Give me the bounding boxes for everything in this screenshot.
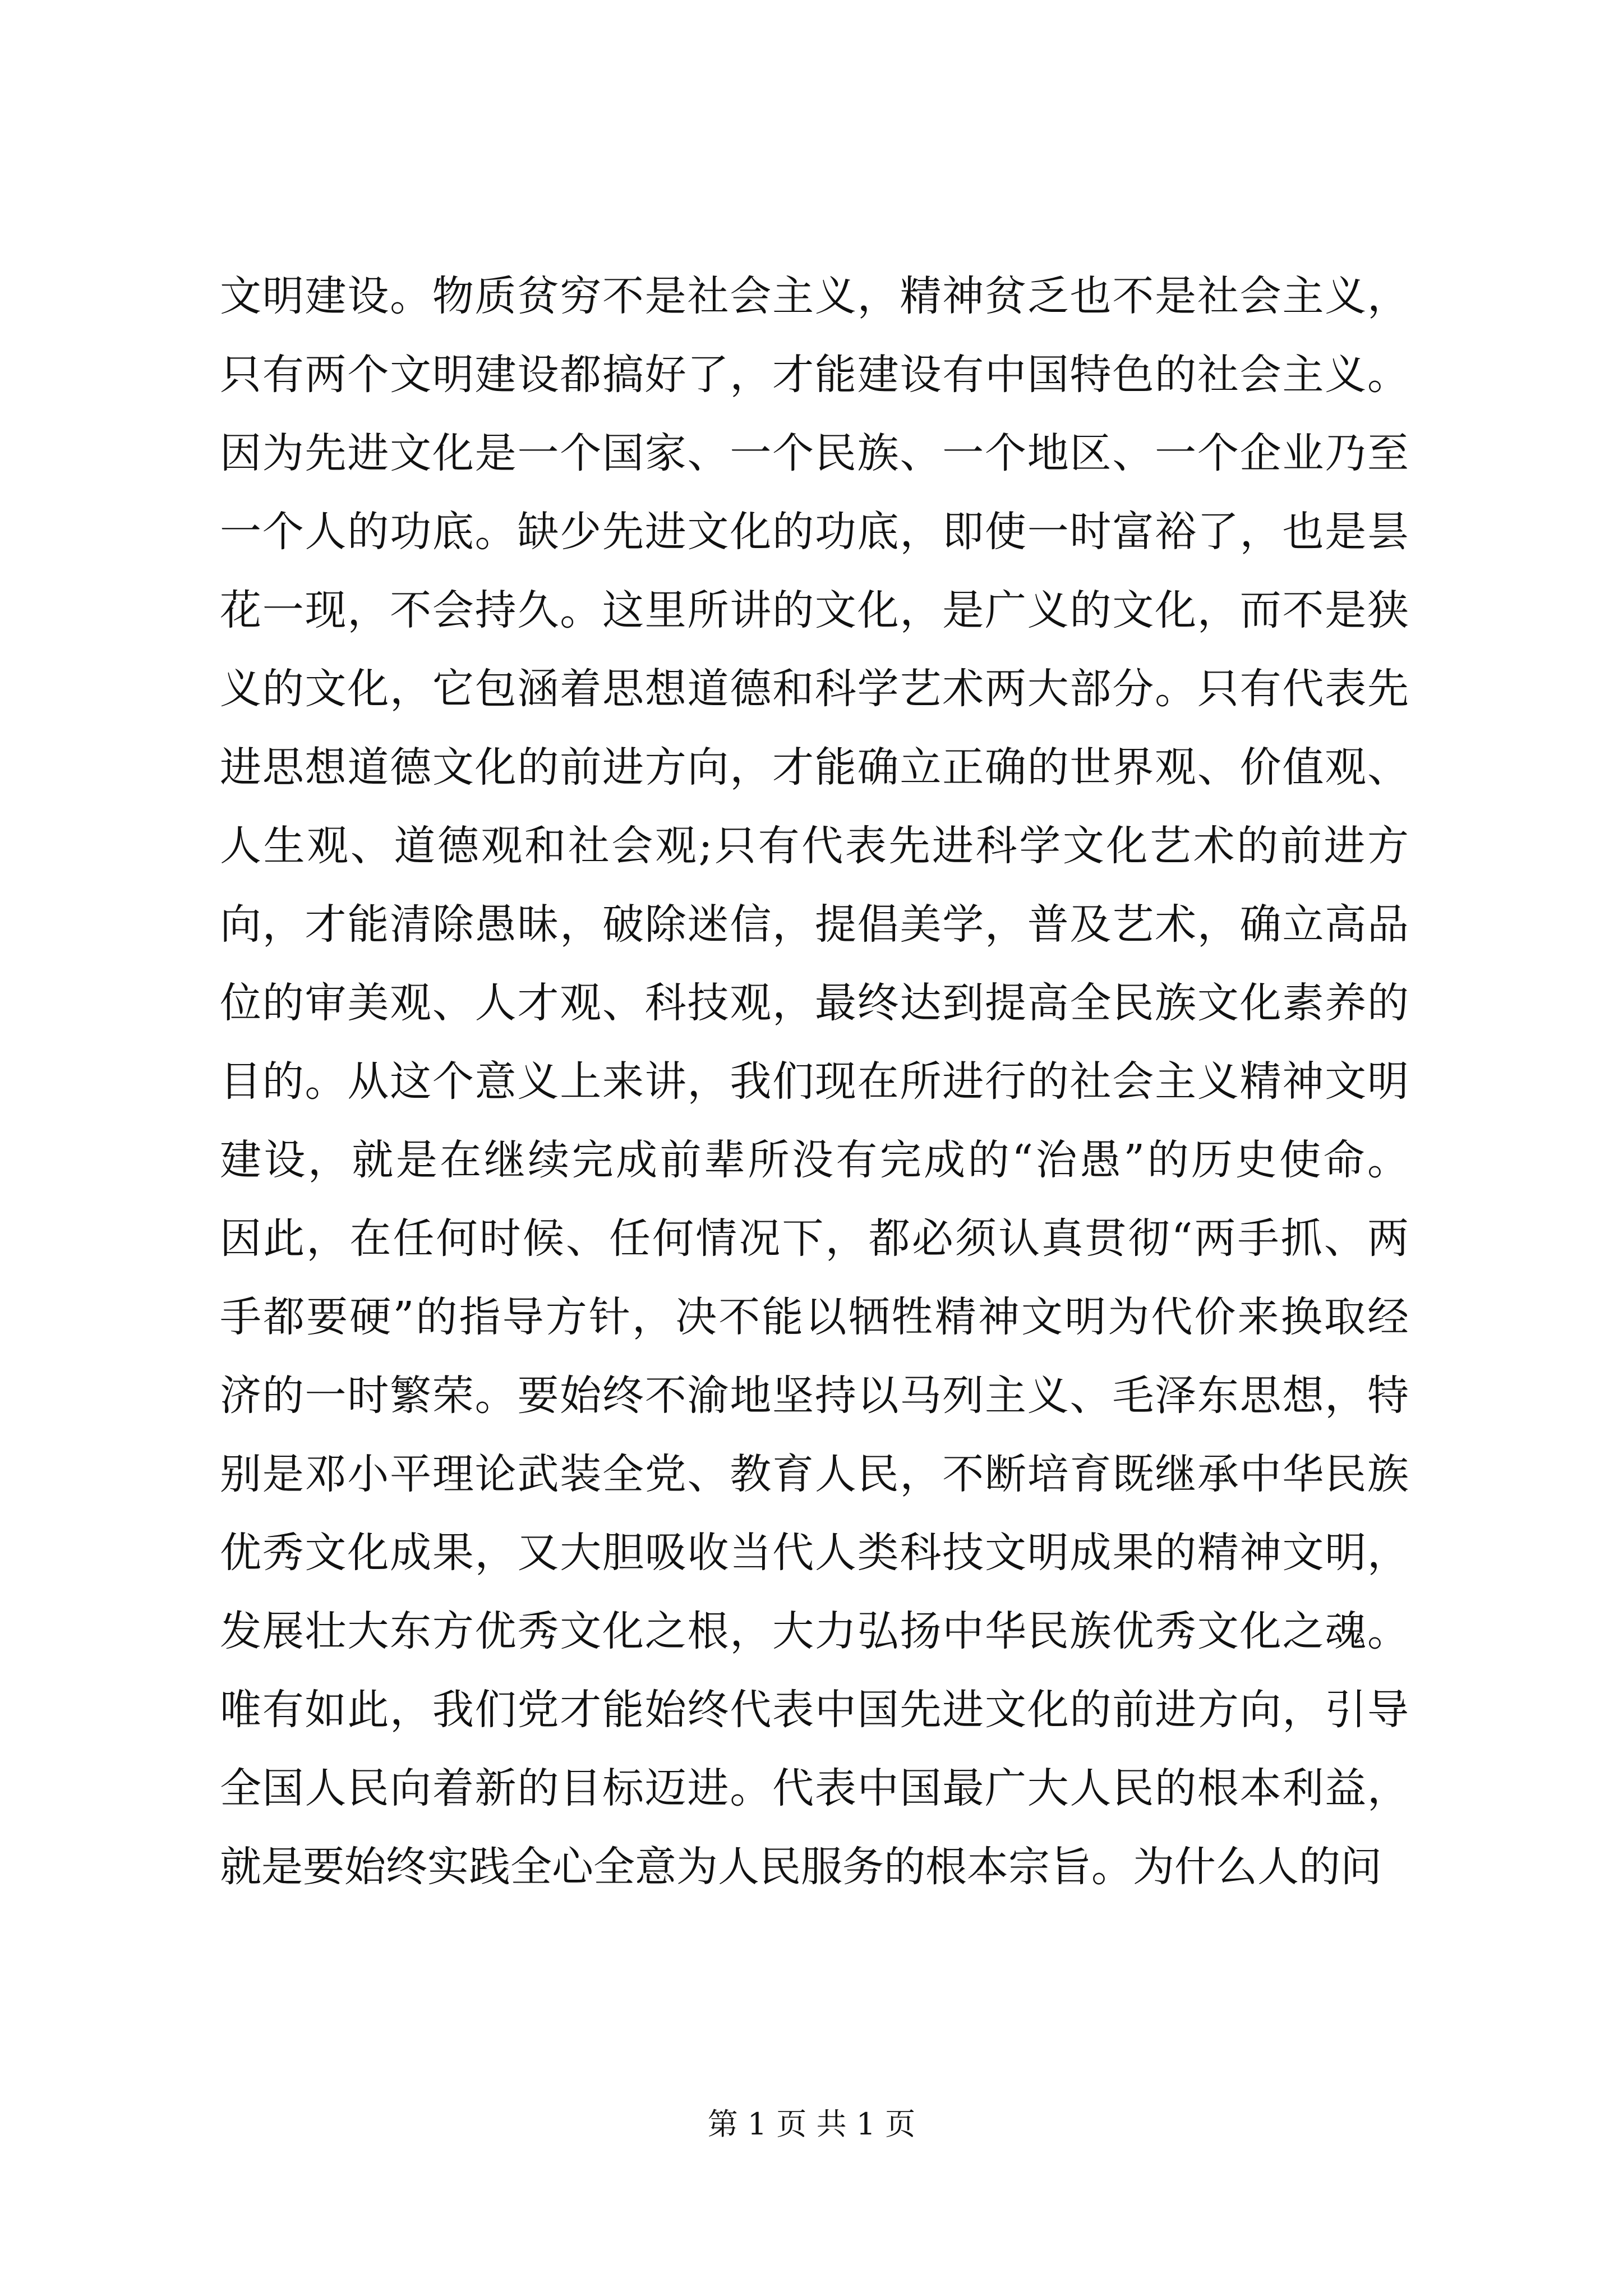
text-line: 只有两个文明建设都搞好了，才能建设有中国特色的社会主义。 — [220, 351, 1409, 399]
text-line: 文明建设。物质贫穷不是社会主义，精神贫乏也不是社会主义， — [220, 272, 1409, 320]
text-line: 就是要始终实践全心全意为人民服务的根本宗旨。为什么人的问 — [220, 1843, 1382, 1891]
text-line: 因此，在任何时候、任何情况下，都必须认真贯彻“两手抓、两 — [220, 1214, 1409, 1263]
text-line: 人生观、道德观和社会观;只有代表先进科学文化艺术的前进方 — [220, 822, 1409, 870]
text-line: 花一现，不会持久。这里所讲的文化，是广义的文化，而不是狭 — [220, 586, 1409, 634]
text-line: 发展壮大东方优秀文化之根，大力弘扬中华民族优秀文化之魂。 — [220, 1607, 1409, 1655]
text-line: 位的审美观、人才观、科技观，最终达到提高全民族文化素养的 — [220, 979, 1409, 1027]
text-line: 一个人的功底。缺少先进文化的功底，即使一时富裕了，也是昙 — [220, 508, 1409, 556]
text-line: 手都要硬”的指导方针，决不能以牺牲精神文明为代价来换取经 — [220, 1293, 1409, 1341]
text-line: 唯有如此，我们党才能始终代表中国先进文化的前进方向，引导 — [220, 1686, 1409, 1734]
text-line: 向，才能清除愚昧，破除迷信，提倡美学，普及艺术，确立高品 — [220, 900, 1409, 949]
text-line: 因为先进文化是一个国家、一个民族、一个地区、一个企业乃至 — [220, 429, 1409, 477]
body-text — [220, 257, 1409, 1906]
text-line: 优秀文化成果，又大胆吸收当代人类科技文明成果的精神文明， — [220, 1529, 1409, 1577]
text-line: 别是邓小平理论武装全党、教育人民，不断培育既继承中华民族 — [220, 1450, 1409, 1498]
text-line: 义的文化，它包涵着思想道德和科学艺术两大部分。只有代表先 — [220, 665, 1409, 713]
text-line: 济的一时繁荣。要始终不渝地坚持以马列主义、毛泽东思想，特 — [220, 1372, 1409, 1420]
text-line: 目的。从这个意义上来讲，我们现在所进行的社会主义精神文明 — [220, 1057, 1409, 1106]
page-footer: 第 1 页 共 1 页 — [707, 2106, 916, 2142]
text-line: 建设，就是在继续完成前辈所没有完成的“治愚”的历史使命。 — [220, 1136, 1409, 1184]
text-line: 全国人民向着新的目标迈进。代表中国最广大人民的根本利益， — [220, 1764, 1409, 1812]
text-line: 进思想道德文化的前进方向，才能确立正确的世界观、价值观、 — [220, 743, 1409, 792]
